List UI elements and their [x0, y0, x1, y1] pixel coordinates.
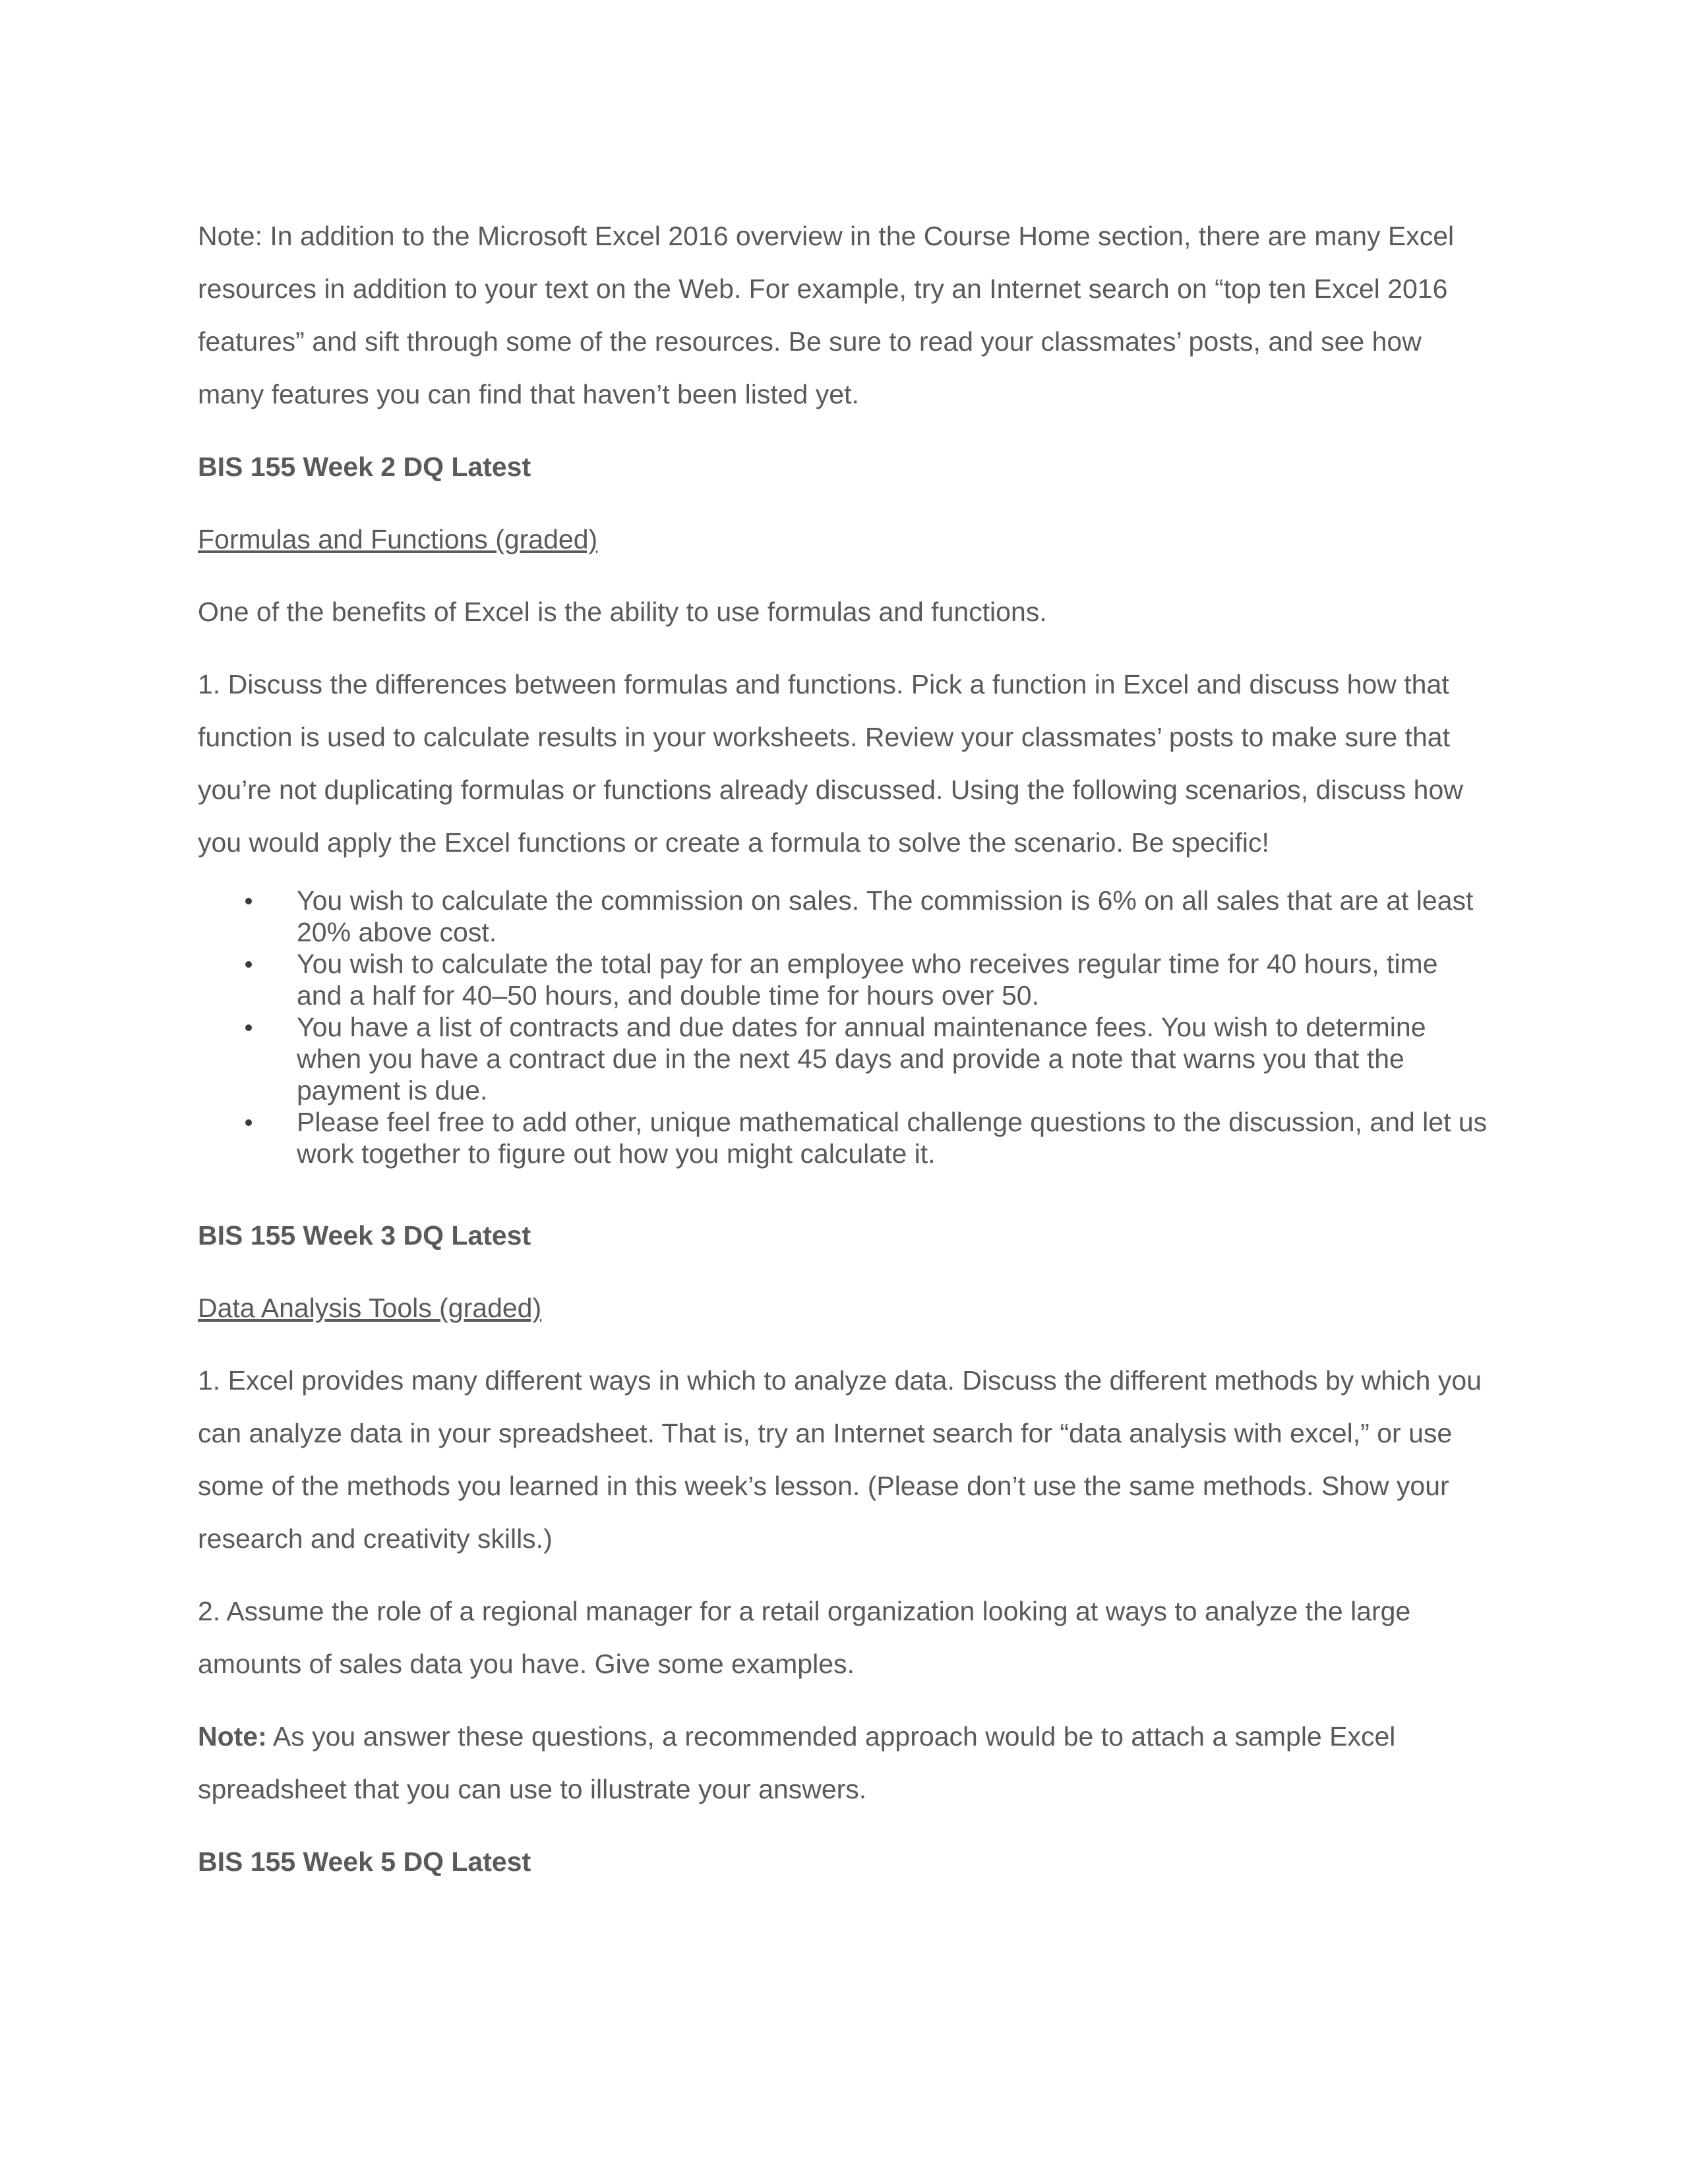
week2-topic-link[interactable]: Formulas and Functions (graded) — [198, 524, 598, 554]
bullet-icon — [245, 1119, 252, 1126]
week2-intro: One of the benefits of Excel is the ability to use formulas and functions. — [198, 597, 1047, 627]
week3-topic-link[interactable]: Data Analysis Tools (graded) — [198, 1293, 542, 1323]
list-item — [198, 1106, 1490, 1169]
week5-heading: BIS 155 Week 5 DQ Latest — [198, 1846, 531, 1877]
list-item-text: Please feel free to add other, unique mathematical challenge questions to the discussion, and let us work together to figure out how you might calculate it. — [297, 1107, 1488, 1169]
note-label: Note: — [198, 1721, 267, 1752]
week2-heading: BIS 155 Week 2 DQ Latest — [198, 452, 531, 482]
week2-scenario-list — [198, 885, 1490, 1169]
list-item — [198, 885, 1490, 948]
list-item-text: You have a list of contracts and due dates for annual maintenance fees. You wish to determine when you have a contract due in the next 45 days and provide a note that warns you that the payment is due. — [297, 1012, 1426, 1106]
week2-question-1: 1. Discuss the differences between formulas and functions. Pick a function in Excel and discuss how that function is used to calculate results in your worksheets. Review your classmates’ posts to make sure that you’re not duplicating formulas or functions already discussed. Using the following scenarios, discuss how you would apply the Excel functions or create a formula to solve the scenario. Be specific! — [198, 669, 1463, 858]
week3-question-1: 1. Excel provides many different ways in which to analyze data. Discuss the different methods by which you can analyze data in your spreadsheet. That is, try an Internet search for “data analysis with excel,” or use some of the methods you learned in this week’s lesson. (Please don’t use the same methods. Show your research and creativity skills.) — [198, 1365, 1482, 1554]
bullet-icon — [245, 961, 252, 968]
week3-heading: BIS 155 Week 3 DQ Latest — [198, 1220, 531, 1251]
bullet-icon — [245, 898, 252, 904]
list-item-text: You wish to calculate the total pay for an employee who receives regular time for 40 hours, time and a half for 40–50 hours, and double time for hours over 50. — [297, 949, 1438, 1011]
week3-note — [198, 1710, 1490, 1815]
document-page — [198, 210, 1490, 1908]
note-text: As you answer these questions, a recommended approach would be to attach a sample Excel spreadsheet that you can use to illustrate your answers. — [198, 1721, 1396, 1804]
bullet-icon — [245, 1024, 252, 1031]
list-item-text: You wish to calculate the commission on sales. The commission is 6% on all sales that are at least 20% above cost. — [297, 885, 1474, 947]
intro-note: Note: In addition to the Microsoft Excel 2016 overview in the Course Home section, there are many Excel resources in addition to your text on the Web. For example, try an Internet search on “top ten Excel 2016 features” and sift through some of the resources. Be sure to read your classmates’ posts, and see how many features you can find that haven’t been listed yet. — [198, 221, 1455, 409]
list-item — [198, 1011, 1490, 1106]
list-item — [198, 948, 1490, 1011]
week3-question-2: 2. Assume the role of a regional manager for a retail organization looking at ways to analyze the large amounts of sales data you have. Give some examples. — [198, 1596, 1411, 1679]
